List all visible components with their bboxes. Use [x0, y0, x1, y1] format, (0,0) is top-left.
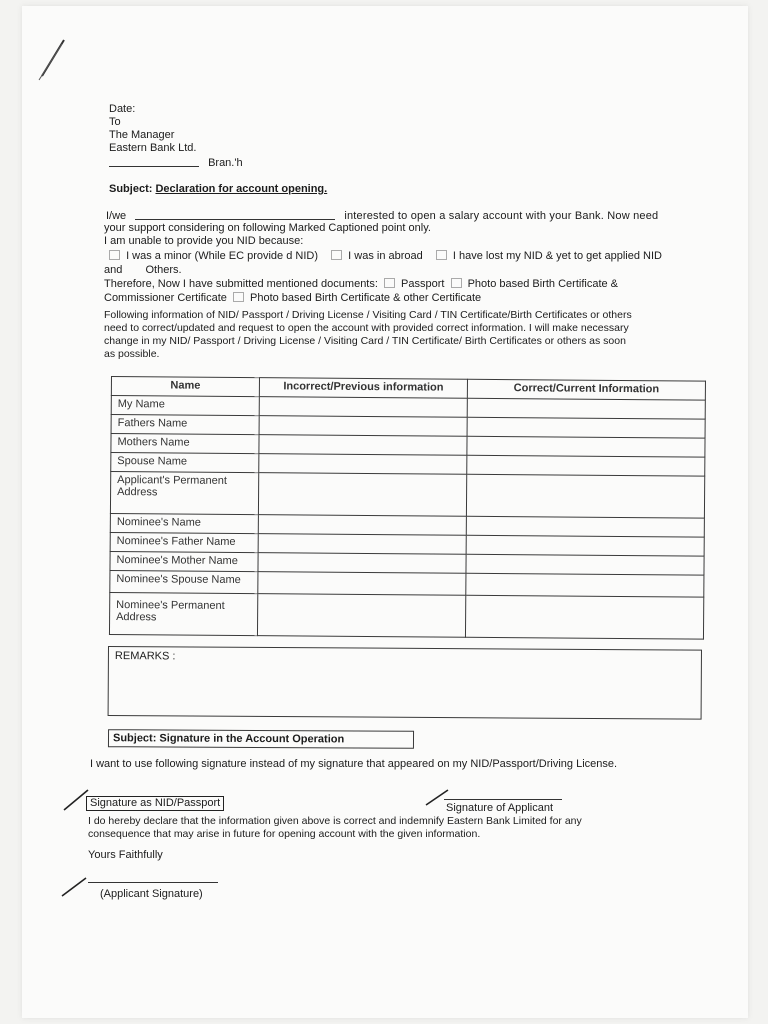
iwe-rest: interested to open a salary account with your Bank. Now need	[344, 210, 659, 222]
lost-option: I have lost my NID & yet to get applied NID	[452, 250, 662, 262]
iwe-label: I/we	[106, 210, 127, 222]
incorrect-cell[interactable]	[258, 534, 466, 555]
correct-cell[interactable]	[467, 398, 705, 419]
passport-option: Passport	[401, 278, 445, 290]
row-label: My Name	[111, 396, 259, 416]
following-line-1: Following information of NID/ Passport / Driving License / Visiting Card / TIN Certificate/Birth Certificates or others	[104, 309, 632, 321]
passport-checkbox[interactable]	[384, 278, 395, 288]
branch-line	[109, 156, 243, 170]
row-label: Nominee's Father Name	[110, 532, 258, 552]
manager-label: The Manager	[109, 129, 175, 141]
abroad-checkbox[interactable]	[331, 250, 342, 260]
incorrect-cell[interactable]	[258, 515, 466, 536]
photo-birth-other-checkbox[interactable]	[233, 292, 244, 302]
photo-birth-other-option: Photo based Birth Certificate & other Certificate	[250, 292, 482, 304]
remarks-box[interactable]	[108, 646, 702, 720]
correct-cell[interactable]	[466, 535, 704, 556]
signature-of-applicant-label: Signature of Applicant	[446, 802, 554, 814]
row-label: Nominee's Permanent Address	[109, 592, 257, 635]
correct-cell[interactable]	[467, 455, 705, 476]
support-line: your support considering on following Marked Captioned point only.	[104, 222, 431, 234]
correct-cell[interactable]	[466, 573, 704, 597]
row-label: Applicant's Permanent Address	[110, 472, 258, 515]
signature-as-nid-box: Signature as NID/Passport	[86, 796, 224, 811]
minor-option: I was a minor (While EC provide d NID)	[126, 250, 319, 262]
incorrect-cell[interactable]	[258, 473, 466, 517]
correct-cell[interactable]	[466, 474, 704, 518]
incorrect-cell[interactable]	[259, 416, 467, 437]
name-blank[interactable]	[135, 209, 335, 220]
and-text: and	[104, 264, 123, 276]
documents-line	[104, 278, 618, 291]
branch-label: Bran.'h	[208, 157, 243, 169]
commissioner-option: Commissioner Certificate	[104, 292, 227, 304]
branch-blank[interactable]	[109, 156, 199, 167]
iwe-line	[106, 209, 658, 223]
row-label: Nominee's Name	[110, 513, 258, 533]
declaration-form-page	[22, 6, 748, 1018]
handwritten-mark-applicant-signature	[60, 872, 90, 898]
correct-cell[interactable]	[466, 554, 704, 575]
abroad-option: I was in abroad	[348, 250, 423, 262]
incorrect-cell[interactable]	[257, 594, 465, 638]
nid-reason-options	[106, 250, 662, 263]
photo-birth-checkbox[interactable]	[451, 278, 462, 288]
incorrect-cell[interactable]	[259, 454, 467, 475]
applicant-signature-label: (Applicant Signature)	[100, 888, 203, 900]
remarks-label: REMARKS :	[114, 650, 176, 663]
subject-label: Subject:	[109, 183, 153, 195]
correct-cell[interactable]	[467, 417, 705, 438]
correct-cell[interactable]	[466, 516, 704, 537]
column-header-name: Name	[111, 377, 259, 397]
table-row	[110, 472, 704, 519]
incorrect-cell[interactable]	[258, 572, 466, 596]
documents-line-2	[104, 292, 481, 305]
applicant-final-signature-line[interactable]	[88, 882, 218, 883]
column-header-correct: Correct/Current Information	[467, 379, 705, 400]
applicant-signature-line[interactable]	[444, 799, 562, 800]
bank-name: Eastern Bank Ltd.	[109, 142, 197, 154]
others-line	[104, 264, 182, 277]
photo-birth-option: Photo based Birth Certificate &	[467, 278, 619, 290]
incorrect-cell[interactable]	[258, 553, 466, 574]
subject-text: Declaration for account opening.	[155, 183, 328, 195]
row-label: Nominee's Mother Name	[110, 551, 258, 571]
incorrect-cell[interactable]	[259, 435, 467, 456]
lost-checkbox[interactable]	[436, 250, 447, 260]
row-label: Spouse Name	[111, 453, 259, 473]
row-label: Nominee's Spouse Name	[110, 570, 258, 593]
table-row	[109, 592, 703, 639]
row-label: Mothers Name	[111, 434, 259, 454]
signature-statement: I want to use following signature instead of my signature that appeared on my NID/Passport/Driving License.	[90, 758, 618, 770]
signature-subject: Subject: Signature in the Account Operation	[108, 729, 414, 749]
declaration-line-2: consequence that may arise in future for opening account with the given information.	[88, 828, 481, 840]
minor-checkbox[interactable]	[109, 250, 120, 260]
incorrect-cell[interactable]	[259, 397, 467, 418]
handwritten-check-mark	[34, 36, 74, 82]
subject-line	[109, 183, 327, 196]
information-correction-table	[109, 376, 706, 640]
yours-faithfully: Yours Faithfully	[88, 849, 163, 861]
row-label: Fathers Name	[111, 415, 259, 435]
following-line-2: need to correct/updated and request to open the account with provided correct information. I will make necessary	[104, 322, 629, 334]
others-option: Others.	[145, 264, 182, 276]
to-label: To	[109, 116, 121, 128]
following-line-4: as possible.	[104, 348, 160, 360]
documents-intro: Therefore, Now I have submitted mentioned documents:	[104, 278, 378, 290]
column-header-incorrect: Incorrect/Previous information	[259, 378, 467, 399]
correct-cell[interactable]	[467, 436, 705, 457]
date-label: Date:	[109, 103, 136, 115]
unable-line: I am unable to provide you NID because:	[104, 235, 304, 247]
correct-cell[interactable]	[465, 595, 703, 639]
declaration-line-1: I do hereby declare that the information given above is correct and indemnify Eastern Bank Limited for any	[88, 815, 582, 827]
following-line-3: change in my NID/ Passport / Driving License / Visiting Card / TIN Certificate/ Birth Certificates or others as soon	[104, 335, 626, 347]
